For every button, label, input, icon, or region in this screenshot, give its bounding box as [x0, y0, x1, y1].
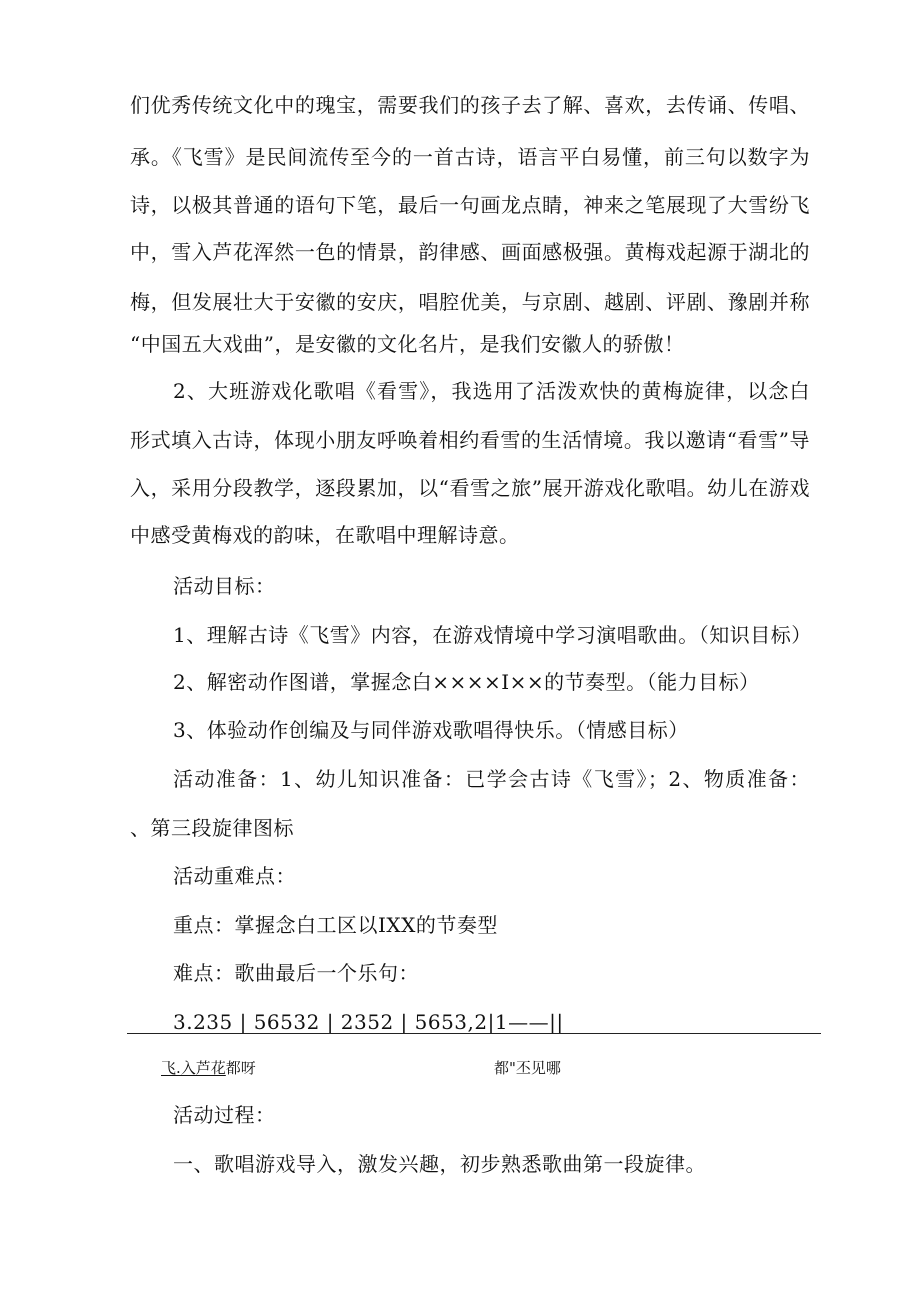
key-point: 重点：掌握念白工区以IXX的节奏型 [173, 913, 498, 937]
goal-item-2: 2、解密动作图谱，掌握念白××××I××的节奏型。（能力目标） [173, 670, 760, 694]
preparation-line-1: 活动准备：1、幼儿知识准备：已学会古诗《飞雪》；2、物质准备： [173, 767, 810, 791]
lyrics-left-underlined: 飞.入芦花 [161, 1059, 226, 1077]
music-notation: 3.235 | 56532 | 2352 | 5653,2|1——|| [173, 1010, 564, 1034]
process-step-1: 一、歌唱游戏导入，激发兴趣，初步熟悉歌曲第一段旋律。 [173, 1152, 706, 1176]
paragraph-2-line-3: 入，采用分段教学，逐段累加，以“看雪之旅”展开游戏化歌唱。幼儿在游戏 [130, 476, 810, 500]
process-heading: 活动过程： [173, 1103, 276, 1127]
lyrics-left-tail: 都呀 [225, 1059, 256, 1077]
paragraph-1-line-6: “中国五大戏曲”，是安徽的文化名片，是我们安徽人的骄傲！ [130, 332, 685, 356]
lyrics-left [161, 1058, 256, 1078]
paragraph-1-line-2: 承。《飞雪》是民间流传至今的一首古诗，语言平白易懂，前三句以数字为 [130, 145, 810, 169]
key-points-heading: 活动重难点： [173, 864, 296, 888]
paragraph-2-line-1: 2、大班游戏化歌唱《看雪》，我选用了活泼欢快的黄梅旋律，以念白 [173, 379, 810, 403]
lyrics-right: 都"丕见哪 [494, 1059, 561, 1077]
paragraph-2-line-2: 形式填入古诗，体现小朋友呼唤着相约看雪的生活情境。我以邀请“看雪”导 [130, 428, 810, 452]
goal-item-1: 1、理解古诗《飞雪》内容，在游戏情境中学习演唱歌曲。（知识目标） [173, 623, 812, 647]
paragraph-1-line-3: 诗，以极其普通的语句下笔，最后一句画龙点睛，神来之笔展现了大雪纷飞 [130, 193, 810, 217]
paragraph-1-line-4: 中，雪入芦花浑然一色的情景，韵律感、画面感极强。黄梅戏起源于湖北的 [130, 240, 810, 264]
paragraph-2-line-4: 中感受黄梅戏的韵味，在歌唱中理解诗意。 [130, 523, 520, 547]
goals-heading: 活动目标： [173, 574, 276, 598]
paragraph-1-line-1: 们优秀传统文化中的瑰宝，需要我们的孩子去了解、喜欢，去传诵、传唱、 [130, 93, 810, 117]
paragraph-1-line-5: 梅，但发展壮大于安徽的安庆，唱腔优美，与京剧、越剧、评剧、豫剧并称 [130, 290, 810, 314]
goal-item-3: 3、体验动作创编及与同伴游戏歌唱得快乐。（情感目标） [173, 718, 689, 742]
preparation-line-2: 、第三段旋律图标 [130, 816, 294, 840]
difficult-point: 难点：歌曲最后一个乐句： [173, 961, 419, 985]
notation-divider [127, 1033, 821, 1034]
